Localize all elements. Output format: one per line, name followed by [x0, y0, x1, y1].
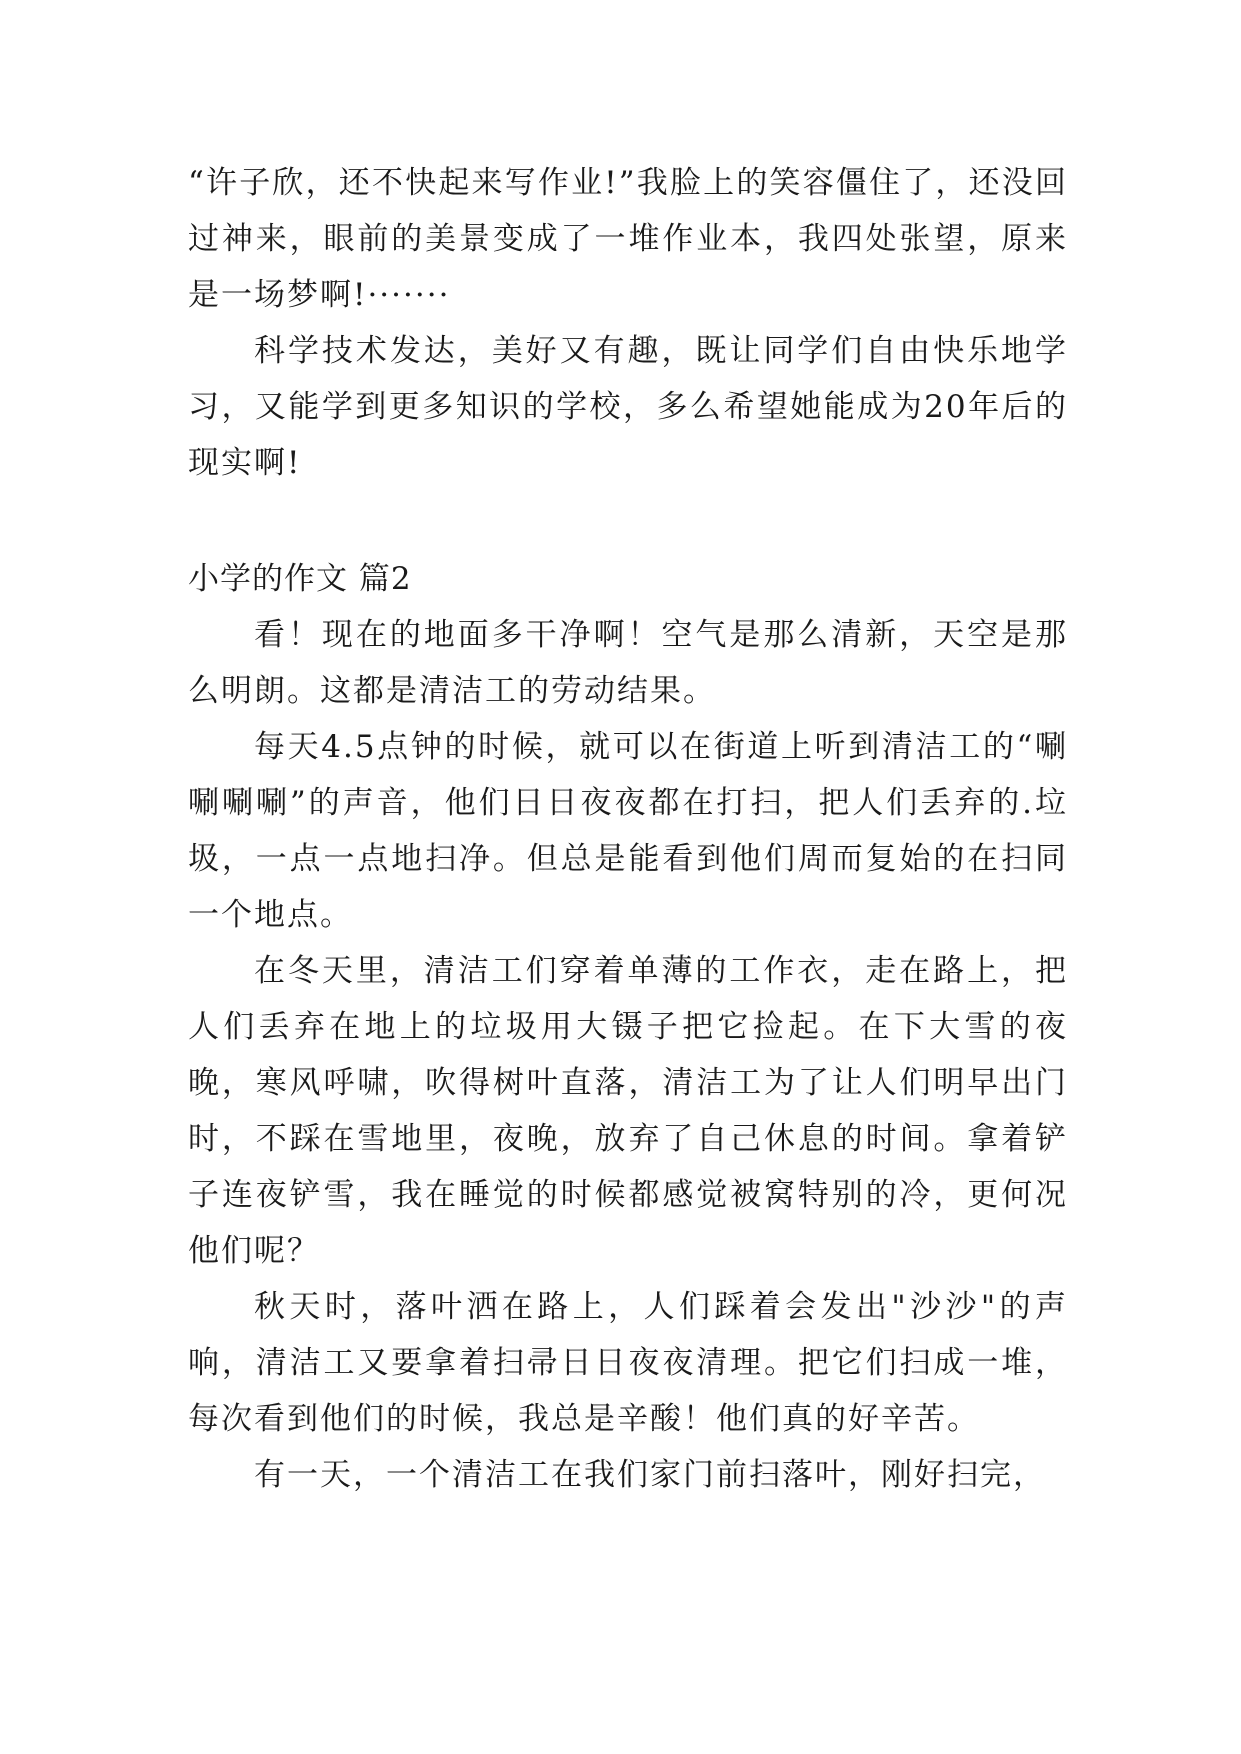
paragraph-autumn: 秋天时，落叶洒在路上，人们踩着会发出"沙沙"的声响，清洁工又要拿着扫帚日日夜夜清理。把它们扫成一堆，每次看到他们的时候，我总是辛酸！他们真的好辛苦。 [188, 1289, 1068, 1437]
paragraph-future-school: 科学技术发达，美好又有趣，既让同学们自由快乐地学习，又能学到更多知识的学校，多么希望她能成为20年后的现实啊! [188, 333, 1068, 481]
essay-heading: 小学的作文 篇2 [188, 561, 412, 597]
paragraph-winter: 在冬天里，清洁工们穿着单薄的工作衣，走在路上，把人们丢弃在地上的垃圾用大镊子把它捡起。在下大雪的夜晚，寒风呼啸，吹得树叶直落，清洁工为了让人们明早出门时，不踩在雪地里，夜晚，放弃了自己休息的时间。拿着铲子连夜铲雪，我在睡觉的时候都感觉被窝特别的冷，更何况他们呢？ [188, 953, 1068, 1269]
paragraph-clean-ground: 看！现在的地面多干净啊！空气是那么清新，天空是那么明朗。这都是清洁工的劳动结果。 [188, 617, 1068, 709]
document-body [188, 155, 1068, 1503]
paragraph-dream-ending: “许子欣，还不快起来写作业!”我脸上的笑容僵住了，还没回过神来，眼前的美景变成了一堆作业本，我四处张望，原来是一场梦啊!······· [188, 165, 1068, 313]
paragraph-one-day: 有一天，一个清洁工在我们家门前扫落叶，刚好扫完， [254, 1457, 1046, 1493]
paragraph-morning-sweeping: 每天4.5点钟的时候，就可以在街道上听到清洁工的“唰唰唰唰”的声音，他们日日夜夜都在打扫，把人们丢弃的.垃圾，一点一点地扫净。但总是能看到他们周而复始的在扫同一个地点。 [188, 729, 1068, 933]
